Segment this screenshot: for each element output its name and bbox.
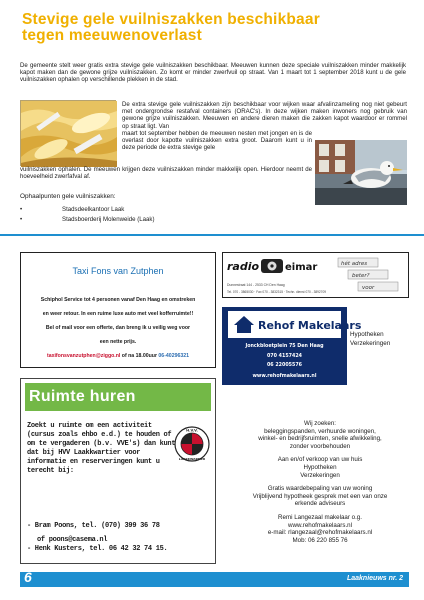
taxi-ad-line: Bel of mail voor een offerte, dan breng ik u veilig weg voor: [45, 325, 191, 331]
radio-reimar-ad: [222, 252, 409, 298]
taxi-email-suffix: of na 18.00uur: [120, 353, 159, 359]
bullet-icon: •: [20, 216, 23, 223]
article-title-line-1: Stevige gele vuilniszakken beschikbaar: [22, 11, 320, 28]
rehof-info: [240, 420, 400, 550]
taxi-ad-title: Taxi Fons van Zutphen: [72, 266, 164, 276]
rehof-info-line: beleggingspanden, verhuurde woningen,: [264, 427, 376, 435]
article-intro: De gemeente stelt weer gratis extra stevige gele vuilniszakken beschikbaar. Meeuwen kunnen deze speciale vuilniszakken minder makkelijk kapot maken dan de gewone grijze vuilniszakken. Zo komt er minder zwerfvuil op straat. Van 1 maart tot 1 september 2018 kunt u de gele vuilniszakken ophalen op verschillende plekken in de stad.: [20, 62, 406, 84]
radio-nav-label: beter?: [352, 273, 370, 279]
rehof-info-line: Gratis waardebepaling van uw woning: [267, 485, 373, 493]
rehof-info-block: [240, 420, 400, 450]
rehof-phone-2: 06 22005576: [266, 363, 303, 368]
yellow-bags-photo: [20, 100, 116, 166]
radio-brand-text: radio: [227, 260, 260, 273]
radio-phones: Tel. 070 - 3865030 · Fax 070 - 3832315 · Techn. dienst 070 - 3892709: [227, 290, 326, 294]
radio-nav-label: voor: [362, 285, 375, 291]
rehof-service-label: Hypotheken: [350, 331, 384, 338]
rehof-email-link[interactable]: e-mail: rlangezaal@rehofmakelaars.nl: [267, 529, 373, 537]
rehof-info-block: [240, 456, 400, 479]
hvv-logo-sub: LAAKKWARTIER: [178, 457, 206, 461]
radio-nav-graphic: [328, 256, 408, 296]
taxi-ad-line: een nette prijs.: [99, 339, 137, 345]
page-footer: [20, 569, 409, 587]
rehof-info-line: Hypotheken: [303, 463, 337, 471]
rehof-info-line: Aan en/of verkoop van uw huis: [277, 456, 363, 464]
article-title: [22, 12, 412, 44]
taxi-email-link[interactable]: taxifonsvanzutphen@ziggo.nl: [46, 353, 121, 359]
seagull-photo: [315, 140, 407, 205]
radio-brand-suffix: eimar: [285, 262, 318, 273]
rehof-info-line: winkel- en bedrijfsruimten, snelle afwikkeling,: [258, 435, 382, 443]
rehof-info-block: [240, 514, 400, 544]
rehof-info-block: [240, 485, 400, 508]
article-body-c: vuilniszakken ophalen. De meeuwen krijgen deze vuilniszakken minder makkelijk open. Hierdoor neemt de hoeveelheid zwerfafval af.: [20, 166, 312, 181]
hvv-laakkwartier-logo: [173, 425, 211, 463]
rehof-makelaars-ad: [222, 307, 362, 385]
ruimte-huren-ad: [20, 378, 216, 564]
page-number: 6: [24, 569, 32, 585]
pickup-point-label: Stadsboerderij Molenweide (Laak): [62, 216, 155, 223]
list-item: [20, 215, 154, 225]
rehof-info-line: Wij zoeken:: [304, 420, 336, 427]
radio-address: Dunnestraat 144 - 2533 CH Den Haag: [227, 283, 285, 287]
article-body-a: De extra stevige gele vuilniszakken zijn beschikbaar voor wijken waar afvalinzameling nog niet gebeurt met ondergrondse restafval containers (ORAC's). In deze wijken maken inwoners nog gebruik van gewone grijze vuilniszakken. Meeuwen en andere dieren maken die zakken kapot waardoor er rommel op straat ligt. Van: [122, 101, 407, 130]
rehof-web-link[interactable]: www.rehofmakelaars.nl: [288, 521, 352, 529]
ruimte-contact-1: - Bram Poons, tel. (070) 399 36 78: [27, 522, 160, 530]
taxi-phone: 06-40296321: [158, 353, 189, 359]
taxi-ad-line: en weer retour. In een ruime luxe auto met veel kofferruimte!!: [42, 311, 194, 317]
rehof-info-line: Vrijblijvend hypotheek gesprek met een van onze: [252, 492, 388, 500]
rehof-service-label: Verzekeringen: [350, 340, 391, 347]
article-title-line-2: tegen meeuwenoverlast: [22, 27, 202, 44]
taxi-ad-line: Schiphol Service tot 4 personen vanaf Den Haag en omstreken: [40, 297, 196, 303]
ruimte-huren-body: Zoekt u ruimte om een activiteit (cursus zoals ehbo e.d.) te houden of om te vergaderen (b.v. VVE's) dan kunt dat bij HVV Laakkwartier voor informatie en reserveringen kunt u terecht bij:: [27, 422, 176, 475]
article-body-b: maart tot september hebben de meeuwen nesten met jongen en is de overlast door kapotte vuilniszakken extra groot. Daarom kunt u in deze periode de extra stevige gele: [122, 130, 312, 152]
pickup-points-list: [20, 205, 154, 225]
ruimte-contact-2: - Henk Kusters, tel. 06 42 32 74 15.: [27, 545, 168, 553]
rehof-info-line: zonder voorbehouden: [289, 442, 351, 450]
ruimte-email-link[interactable]: of poons@casema.nl: [37, 536, 108, 544]
radio-nav-label: hét adres: [341, 261, 368, 267]
rehof-logo-name: Rehof Makelaars: [258, 319, 362, 332]
rehof-services: [350, 330, 390, 348]
rehof-address: Jonckbloetplein 75 Den Haag: [245, 344, 324, 349]
pickup-point-label: Stadsdeelkantoor Laak: [62, 206, 125, 213]
radio-logo: [225, 257, 325, 276]
rehof-info-line: Remi Langezaal makelaar o.g.: [278, 513, 362, 521]
pickup-points-title: Ophaalpunten gele vuilniszakken:: [20, 193, 116, 200]
taxi-ad-contact: [27, 353, 209, 359]
footer-publication-title: Laaknieuws nr. 2: [346, 575, 403, 582]
taxi-ad: [20, 252, 216, 368]
rehof-web: www.rehofmakelaars.nl: [252, 374, 317, 379]
rehof-info-line: Verzekeringen: [300, 471, 340, 479]
list-item: [20, 205, 154, 215]
rehof-info-line: erkende adviseurs: [294, 500, 346, 508]
hvv-logo-text: H.V.V.: [186, 428, 198, 433]
ruimte-huren-title: Ruimte huren: [25, 383, 211, 411]
rehof-phone-1: 070 4157424: [266, 354, 303, 359]
section-divider: [0, 234, 424, 236]
bullet-icon: •: [20, 206, 23, 213]
rehof-info-line: Mob: 06 220 855 76: [292, 536, 348, 544]
